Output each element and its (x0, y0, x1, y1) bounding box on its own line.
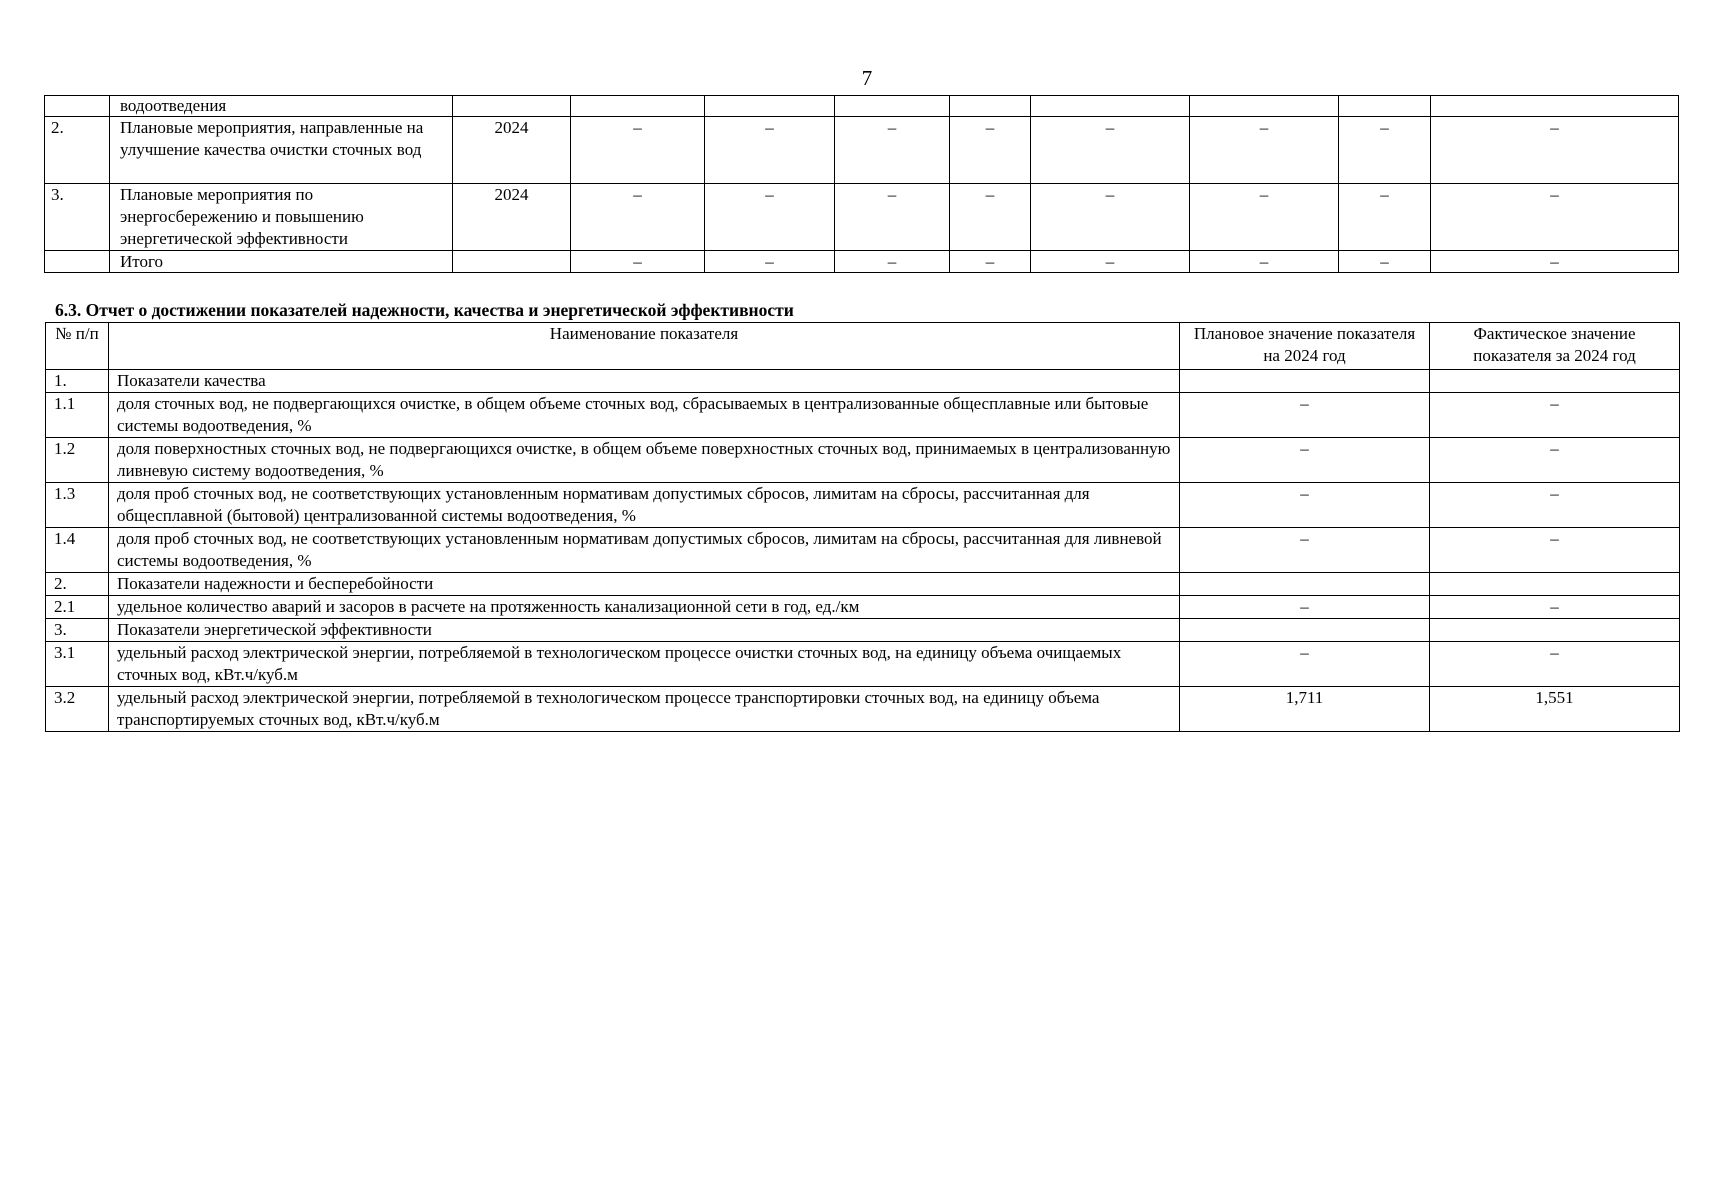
value-cell: – (835, 184, 950, 251)
value-cell: – (950, 251, 1031, 273)
value-cell: – (705, 184, 835, 251)
indicator-name: доля сточных вод, не подвергающихся очистке, в общем объеме сточных вод, сбрасываемых в централизованные общесплавные или бытовые системы водоотведения, % (109, 393, 1180, 438)
plan-value: – (1180, 483, 1430, 528)
indicator-name: Показатели надежности и бесперебойности (109, 573, 1180, 596)
value-cell: – (950, 184, 1031, 251)
fact-value: – (1430, 596, 1680, 619)
measures-table (44, 95, 1679, 273)
value-cell: – (1190, 117, 1339, 184)
table-row (46, 528, 1680, 573)
row-number: 1. (46, 370, 109, 393)
plan-value (1180, 573, 1430, 596)
value-cell (1031, 96, 1190, 117)
value-cell: – (950, 117, 1031, 184)
measure-name: Итого (110, 251, 453, 273)
fact-value: – (1430, 528, 1680, 573)
header-name: Наименование показателя (109, 323, 1180, 370)
indicator-name: удельный расход электрической энергии, потребляемой в технологическом процессе очистки сточных вод, на единицу объема очищаемых сточных вод, кВт.ч/куб.м (109, 642, 1180, 687)
group-row (46, 573, 1680, 596)
header-num: № п/п (46, 323, 109, 370)
value-cell (835, 96, 950, 117)
row-number: 1.4 (46, 528, 109, 573)
plan-value: 1,711 (1180, 687, 1430, 732)
indicators-table (45, 322, 1680, 732)
indicator-name: доля поверхностных сточных вод, не подвергающихся очистке, в общем объеме поверхностных сточных вод, принимаемых в централизованную ливневую систему водоотведения, % (109, 438, 1180, 483)
page-number: 7 (861, 66, 873, 90)
measure-year (453, 96, 571, 117)
value-cell: – (1431, 117, 1679, 184)
table-row (46, 438, 1680, 483)
row-number: 3.2 (46, 687, 109, 732)
value-cell: – (571, 117, 705, 184)
value-cell: – (1190, 184, 1339, 251)
table-row (45, 184, 1679, 251)
measure-name: Плановые мероприятия, направленные на улучшение качества очистки сточных вод (110, 117, 453, 184)
value-cell: – (1190, 251, 1339, 273)
table-row (45, 96, 1679, 117)
value-cell (705, 96, 835, 117)
row-number: 2. (45, 117, 110, 184)
fact-value (1430, 370, 1680, 393)
fact-value: – (1430, 438, 1680, 483)
group-row (46, 370, 1680, 393)
value-cell: – (1431, 184, 1679, 251)
table-row (46, 642, 1680, 687)
plan-value: – (1180, 596, 1430, 619)
row-number: 1.1 (46, 393, 109, 438)
table-row (45, 117, 1679, 184)
row-number: 2. (46, 573, 109, 596)
value-cell: – (1339, 251, 1431, 273)
measure-name: Плановые мероприятия по энергосбережению и повышению энергетической эффективности (110, 184, 453, 251)
value-cell: – (835, 117, 950, 184)
value-cell (1339, 96, 1431, 117)
plan-value: – (1180, 528, 1430, 573)
indicator-name: доля проб сточных вод, не соответствующих установленным нормативам допустимых сбросов, лимитам на сбросы, рассчитанная для общесплавной (бытовой) централизованной системы водоотведения, % (109, 483, 1180, 528)
value-cell: – (1031, 251, 1190, 273)
row-number: 1.3 (46, 483, 109, 528)
section-heading: 6.3. Отчет о достижении показателей надежности, качества и энергетической эффективности (55, 300, 794, 320)
value-cell: – (1031, 184, 1190, 251)
row-number: 3. (45, 184, 110, 251)
value-cell (950, 96, 1031, 117)
indicator-name: Показатели энергетической эффективности (109, 619, 1180, 642)
measure-year (453, 251, 571, 273)
fact-value (1430, 619, 1680, 642)
row-number: 2.1 (46, 596, 109, 619)
row-number (45, 251, 110, 273)
table-row (46, 687, 1680, 732)
row-number: 3. (46, 619, 109, 642)
plan-value (1180, 370, 1430, 393)
fact-value: – (1430, 483, 1680, 528)
fact-value: – (1430, 393, 1680, 438)
table-header-row (46, 323, 1680, 370)
indicator-name: удельное количество аварий и засоров в расчете на протяженность канализационной сети в год, ед./км (109, 596, 1180, 619)
table-row (46, 483, 1680, 528)
value-cell: – (705, 251, 835, 273)
value-cell: – (571, 251, 705, 273)
measure-year: 2024 (453, 184, 571, 251)
indicator-name: Показатели качества (109, 370, 1180, 393)
value-cell: – (571, 184, 705, 251)
value-cell: – (1339, 117, 1431, 184)
value-cell: – (1339, 184, 1431, 251)
value-cell (571, 96, 705, 117)
fact-value: – (1430, 642, 1680, 687)
measure-year: 2024 (453, 117, 571, 184)
fact-value (1430, 573, 1680, 596)
row-number: 1.2 (46, 438, 109, 483)
plan-value (1180, 619, 1430, 642)
measure-name: водоотведения (110, 96, 453, 117)
value-cell: – (1431, 251, 1679, 273)
row-number (45, 96, 110, 117)
plan-value: – (1180, 393, 1430, 438)
value-cell: – (705, 117, 835, 184)
header-plan: Плановое значение показателя на 2024 год (1180, 323, 1430, 370)
table-row (45, 251, 1679, 273)
value-cell: – (835, 251, 950, 273)
table-row (46, 596, 1680, 619)
plan-value: – (1180, 642, 1430, 687)
value-cell: – (1031, 117, 1190, 184)
indicator-name: доля проб сточных вод, не соответствующих установленным нормативам допустимых сбросов, лимитам на сбросы, рассчитанная для ливневой системы водоотведения, % (109, 528, 1180, 573)
value-cell (1431, 96, 1679, 117)
fact-value: 1,551 (1430, 687, 1680, 732)
plan-value: – (1180, 438, 1430, 483)
table-row (46, 393, 1680, 438)
header-fact: Фактическое значение показателя за 2024 год (1430, 323, 1680, 370)
indicator-name: удельный расход электрической энергии, потребляемой в технологическом процессе транспортировки сточных вод, на единицу объема транспортируемых сточных вод, кВт.ч/куб.м (109, 687, 1180, 732)
group-row (46, 619, 1680, 642)
row-number: 3.1 (46, 642, 109, 687)
value-cell (1190, 96, 1339, 117)
